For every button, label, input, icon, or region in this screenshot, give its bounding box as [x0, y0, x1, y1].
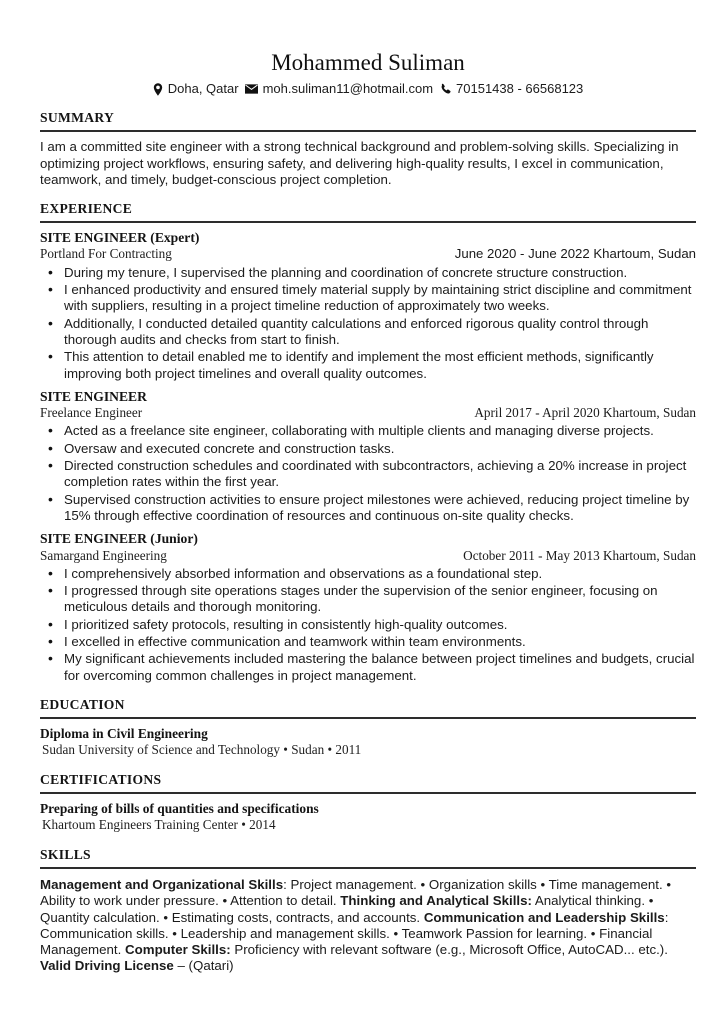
bullet-item: • Oversaw and executed concrete and construction tasks.: [64, 441, 696, 457]
bullet-item: • I progressed through site operations stages under the supervision of the senior engineer, focusing on meticulous details and thorough monitoring.: [64, 583, 696, 616]
contact-location-text: Doha, Qatar: [167, 81, 239, 96]
skill-category-label: Computer Skills:: [125, 942, 231, 958]
skills-text: [40, 877, 696, 958]
envelope-icon: [245, 84, 258, 94]
contact-row: [40, 81, 696, 97]
job-title: SITE ENGINEER (Junior): [40, 531, 198, 547]
contact-location: [153, 81, 239, 97]
bullet-item: • My significant achievements included mastering the balance between project timelines and budgets, crucial for overcoming common challenges in project management.: [64, 651, 696, 684]
certification-detail: Khartoum Engineers Training Center • 2014: [42, 817, 276, 833]
skill-text: Analytical thinking. • Quantity calculation. • Estimating costs, contracts, and accounts.: [40, 893, 654, 925]
candidate-name: Mohammed Suliman: [271, 50, 465, 75]
bullet-item: • This attention to detail enabled me to identify and implement the most efficient methods, significantly improving both project timelines and overall quality outcomes.: [64, 349, 696, 382]
job-meta: [40, 405, 696, 421]
section-experience: [40, 200, 696, 684]
job-entry-3: [40, 531, 696, 684]
section-certifications: [40, 771, 696, 834]
job-company: Samargand Engineering: [40, 547, 167, 563]
bullet-item: • Directed construction schedules and coordinated with subcontractors, achieving a 20% increase in project completion rates within the first year.: [64, 458, 696, 491]
skill-text: : Communication skills. • Leadership and management skills. • Teamwork Passion for learning. • Financial Management.: [40, 909, 669, 958]
skill-category-label: Communication and Leadership Skills: [423, 909, 665, 925]
bullet-item: • I prioritized safety protocols, resulting in consistently high-quality outcomes.: [64, 617, 696, 633]
location-pin-icon: [153, 83, 163, 96]
skill-text: : Project management. • Organization skills • Time management. • Ability to work under pressure. • Attention to detail.: [40, 876, 672, 909]
job-entry-1: [40, 230, 696, 382]
bullet-item: • Acted as a freelance site engineer, collaborating with multiple clients and managing diverse projects.: [64, 423, 696, 439]
job-bullet-list: [40, 423, 696, 524]
experience-heading: EXPERIENCE: [40, 200, 696, 223]
bullet-item: • Supervised construction activities to ensure project milestones were achieved, reducing project timeline by 15% through effective coordination of resources and continuous on-site quality checks.: [64, 492, 696, 525]
contact-phone: [439, 81, 583, 97]
certifications-heading: CERTIFICATIONS: [40, 771, 696, 794]
bullet-item: • Additionally, I conducted detailed quantity calculations and enforced rigorous quality control through thorough audits and checks from start to finish.: [64, 316, 696, 349]
job-bullet-list: [40, 265, 696, 382]
skill-category-label: Management and Organizational Skills: [40, 876, 284, 892]
skill-category-label: Valid Driving License: [40, 958, 174, 974]
job-title: SITE ENGINEER (Expert): [40, 230, 200, 246]
job-entry-2: [40, 389, 696, 524]
section-summary: [40, 109, 696, 188]
education-heading: EDUCATION: [40, 696, 696, 719]
summary-text: I am a committed site engineer with a strong technical background and problem-solving skills. Specializing in optimizing project workflows, ensuring safety, and delivering high-quality results, I excel in communication, teamwork, and timely, budget-conscious project completion.: [40, 139, 679, 187]
certification-title: Preparing of bills of quantities and specifications: [40, 800, 319, 816]
job-meta: [40, 246, 696, 262]
job-dates: June 2020 - June 2022 Khartoum, Sudan: [454, 246, 696, 262]
phone-icon: [439, 83, 451, 95]
skill-category-label: Thinking and Analytical Skills:: [340, 893, 532, 909]
job-company: Freelance Engineer: [40, 405, 143, 421]
bullet-item: • I comprehensively absorbed information and observations as a foundational step.: [64, 566, 696, 582]
skill-text: Proficiency with relevant software (e.g., Microsoft Office, AutoCAD... etc.).: [230, 942, 668, 958]
certification-entry: [40, 801, 696, 834]
section-skills: [40, 846, 696, 975]
job-dates: April 2017 - April 2020 Khartoum, Sudan: [474, 405, 696, 421]
driving-license-line: [40, 958, 696, 974]
summary-heading: SUMMARY: [40, 109, 696, 132]
job-meta: [40, 548, 696, 564]
skill-text: – (Qatari): [173, 958, 234, 974]
education-entry: [40, 726, 696, 759]
section-education: [40, 696, 696, 759]
bullet-item: • I enhanced productivity and ensured timely material supply by maintaining strict discipline and commitment with suppliers, resulting in a project timeline reduction of approximately two weeks.: [64, 282, 696, 315]
bullet-item: • I excelled in effective communication and teamwork within team environments.: [64, 634, 696, 650]
skills-heading: SKILLS: [40, 846, 696, 869]
job-title: SITE ENGINEER: [40, 388, 147, 404]
contact-phone-text: 70151438 - 66568123: [456, 81, 584, 96]
education-degree: Diploma in Civil Engineering: [40, 725, 208, 741]
contact-email: [245, 81, 433, 97]
bullet-item: • During my tenure, I supervised the planning and coordination of concrete structure construction.: [64, 265, 696, 281]
job-bullet-list: [40, 566, 696, 684]
contact-email-text: moh.suliman11@hotmail.com: [262, 81, 434, 96]
resume-header: [40, 48, 696, 97]
job-company: Portland For Contracting: [40, 246, 172, 262]
job-dates: October 2011 - May 2013 Khartoum, Sudan: [463, 547, 696, 563]
education-detail: Sudan University of Science and Technology • Sudan • 2011: [42, 742, 362, 758]
